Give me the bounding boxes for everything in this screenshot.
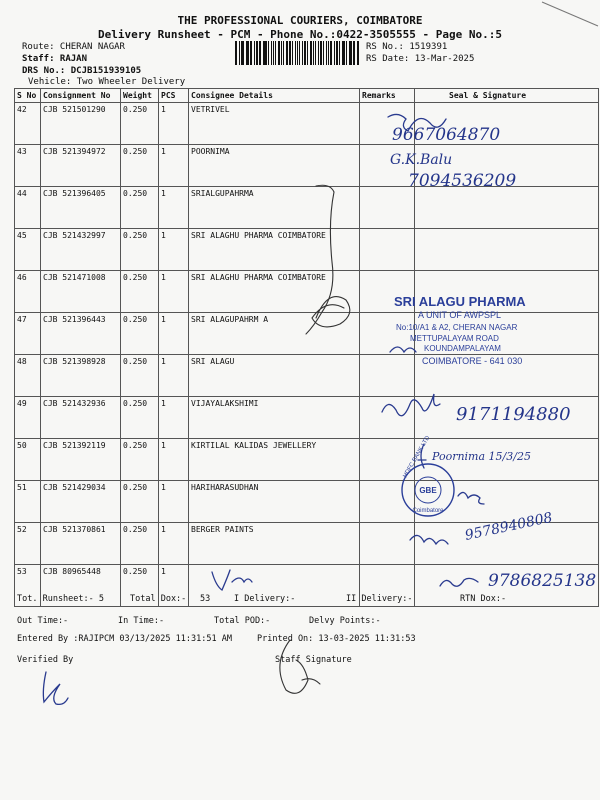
cell-sno: 46: [15, 271, 41, 313]
cell-consignment: CJB 521396405: [41, 187, 121, 229]
cell-consignee: POORNIMA: [189, 145, 360, 187]
ii-delivery: II Delivery:-: [346, 594, 413, 604]
barcode-bar: [342, 41, 343, 65]
table-row: [15, 355, 599, 397]
barcode-bar: [295, 41, 296, 65]
barcode: [235, 41, 360, 65]
company-name: THE PROFESSIONAL COURIERS, COIMBATORE: [177, 14, 423, 27]
cell-weight: 0.250: [121, 397, 159, 439]
cell-weight: 0.250: [121, 103, 159, 145]
cell-consignment: CJB 521432936: [41, 397, 121, 439]
cell-consignment: CJB 80965448: [41, 565, 121, 607]
runsheet-table: [14, 88, 599, 607]
cell-consignment: CJB 521501290: [41, 103, 121, 145]
svg-text:HDFC BANK LTD: HDFC BANK LTD: [402, 435, 432, 479]
handwritten-phone-row43: 7094536209: [408, 171, 517, 191]
cell-seal-signature: [415, 103, 599, 145]
cell-seal-signature: [415, 187, 599, 229]
barcode-bar: [326, 41, 327, 65]
barcode-bar: [264, 41, 267, 65]
svg-text:SRI ALAGU PHARMA: SRI ALAGU PHARMA: [394, 294, 526, 309]
cell-consignment: CJB 521429034: [41, 481, 121, 523]
staff-label: Staff: RAJAN: [22, 54, 88, 64]
barcode-bar: [343, 41, 345, 65]
barcode-bar: [353, 41, 354, 65]
barcode-bar: [297, 41, 299, 65]
cell-sno: 48: [15, 355, 41, 397]
cell-pcs: 1: [159, 397, 189, 439]
cell-sno: 47: [15, 313, 41, 355]
cell-remarks: [360, 313, 415, 355]
cell-sno: 44: [15, 187, 41, 229]
table-row: [15, 439, 599, 481]
cell-remarks: [360, 397, 415, 439]
cell-seal-signature: [415, 355, 599, 397]
barcode-bar: [313, 41, 314, 65]
cell-remarks: [360, 439, 415, 481]
barcode-bar: [271, 41, 272, 65]
barcode-bar: [281, 41, 282, 65]
total-dox-label: Total Dox:-: [130, 594, 187, 604]
cell-sno: 42: [15, 103, 41, 145]
cell-consignee: VIJAYALAKSHIMI: [189, 397, 360, 439]
handwritten-phone-row42: 9667064870: [392, 125, 501, 145]
barcode-bar: [349, 41, 352, 65]
cell-pcs: 1: [159, 481, 189, 523]
barcode-bar: [235, 41, 237, 65]
table-row: [15, 397, 599, 439]
barcode-bar: [286, 41, 289, 65]
barcode-bar: [275, 41, 276, 65]
col-consignment: Consignment No: [41, 89, 121, 103]
cell-pcs: 1: [159, 439, 189, 481]
cell-seal-signature: [415, 271, 599, 313]
barcode-bar: [250, 41, 251, 65]
barcode-bar: [259, 41, 261, 65]
cell-sno: 45: [15, 229, 41, 271]
cell-sno: 43: [15, 145, 41, 187]
cell-sno: 50: [15, 439, 41, 481]
cell-sno: 49: [15, 397, 41, 439]
col-pcs: PCS: [159, 89, 189, 103]
cell-remarks: [360, 271, 415, 313]
cell-weight: 0.250: [121, 523, 159, 565]
svg-text:COIMBATORE - 641 030: COIMBATORE - 641 030: [422, 356, 523, 366]
tot-runsheet: Tot. Runsheet:- 5: [17, 594, 104, 604]
barcode-bar: [242, 41, 244, 65]
col-seal-signature: Seal & Signature: [415, 89, 599, 103]
cell-pcs: 1: [159, 313, 189, 355]
vehicle-label: Vehicle: Two Wheeler Delivery: [28, 77, 186, 87]
cell-pcs: 1: [159, 271, 189, 313]
cell-pcs: 1: [159, 187, 189, 229]
barcode-bar: [241, 41, 242, 65]
table-row: [15, 313, 599, 355]
cell-weight: 0.250: [121, 187, 159, 229]
cell-seal-signature: [415, 229, 599, 271]
table-row: [15, 481, 599, 523]
cell-consignee: BERGER PAINTS: [189, 523, 360, 565]
table-row: [15, 103, 599, 145]
out-time: Out Time:-: [17, 616, 69, 626]
svg-text:Coimbatore: Coimbatore: [412, 508, 444, 514]
table-row: [15, 271, 599, 313]
verified-by: Verified By: [17, 655, 74, 665]
cell-seal-signature: [415, 313, 599, 355]
cell-sno: 52: [15, 523, 41, 565]
barcode-bar: [336, 41, 338, 65]
cell-remarks: [360, 523, 415, 565]
cell-consignment: CJB 521394972: [41, 145, 121, 187]
cell-consignee: SRI ALAGUPAHRM A: [189, 313, 360, 355]
cell-consignee: SRI ALAGHU PHARMA COIMBATORE: [189, 271, 360, 313]
barcode-bar: [357, 41, 359, 65]
cell-sno: 53: [15, 565, 41, 607]
barcode-bar: [268, 41, 269, 65]
barcode-bar: [334, 41, 335, 65]
cell-weight: 0.250: [121, 355, 159, 397]
col-consignee: Consignee Details: [189, 89, 360, 103]
rtn-dox: RTN Dox:-: [460, 594, 507, 604]
printed-on: Printed On: 13-03-2025 11:31:53: [257, 634, 416, 644]
total-dox-value: 53: [200, 594, 211, 604]
svg-text:GBE: GBE: [419, 486, 437, 495]
handwritten-row50: Poornima 15/3/25: [432, 450, 531, 463]
barcode-bar: [354, 41, 355, 65]
svg-text:A UNIT OF AWPSPL: A UNIT OF AWPSPL: [418, 310, 502, 320]
cell-weight: 0.250: [121, 229, 159, 271]
delvy-points: Delvy Points:-: [309, 616, 381, 626]
barcode-bar: [304, 41, 307, 65]
table-row: [15, 187, 599, 229]
cell-pcs: 1: [159, 145, 189, 187]
runsheet-title: Delivery Runsheet - PCM - Phone No.:0422-3505555 - Page No.:5: [98, 28, 502, 41]
barcode-bar: [346, 41, 347, 65]
barcode-bar: [339, 41, 340, 65]
cell-seal-signature: [415, 439, 599, 481]
in-time: In Time:-: [118, 616, 165, 626]
cell-consignment: CJB 521432997: [41, 229, 121, 271]
barcode-bar: [328, 41, 329, 65]
barcode-bar: [278, 41, 280, 65]
cell-remarks: [360, 355, 415, 397]
barcode-bar: [289, 41, 291, 65]
col-remarks: Remarks: [360, 89, 415, 103]
cell-consignment: CJB 521471008: [41, 271, 121, 313]
barcode-bar: [318, 41, 320, 65]
cell-consignee: SRIALGUPAHRMA: [189, 187, 360, 229]
barcode-bar: [273, 41, 275, 65]
i-delivery: I Delivery:-: [234, 594, 296, 604]
cell-weight: 0.250: [121, 271, 159, 313]
barcode-bar: [254, 41, 255, 65]
svg-text:KOUNDAMPALAYAM: KOUNDAMPALAYAM: [424, 344, 501, 353]
cell-consignee: HARIHARASUDHAN: [189, 481, 360, 523]
cell-remarks: [360, 103, 415, 145]
table-row: [15, 145, 599, 187]
svg-text:No:10/A1 & A2, CHERAN NAGAR: No:10/A1 & A2, CHERAN NAGAR: [396, 323, 518, 332]
cell-sno: 51: [15, 481, 41, 523]
staff-signature-label: Staff Signature: [275, 655, 352, 665]
cell-pcs: 1: [159, 229, 189, 271]
barcode-bar: [251, 41, 252, 65]
rs-number: RS No.: 1519391: [366, 42, 448, 52]
barcode-bar: [315, 41, 316, 65]
handwritten-phone-row52: 9578940808: [463, 509, 554, 544]
cell-consignment: CJB 521392119: [41, 439, 121, 481]
barcode-bar: [320, 41, 322, 65]
barcode-bar: [292, 41, 293, 65]
col-sno: S No: [15, 89, 41, 103]
cell-seal-signature: [415, 145, 599, 187]
cell-consignee: KIRTILAL KALIDAS JEWELLERY: [189, 439, 360, 481]
barcode-bar: [283, 41, 284, 65]
entered-by: Entered By :RAJIPCM 03/13/2025 11:31:51 AM: [17, 634, 232, 644]
barcode-bar: [239, 41, 240, 65]
drs-number: DRS No.: DCJB151939105: [22, 66, 142, 76]
cell-seal-signature: [415, 523, 599, 565]
barcode-bar: [299, 41, 300, 65]
table-header-row: [15, 89, 599, 103]
cell-remarks: [360, 229, 415, 271]
cell-consignee: VETRIVEL: [189, 103, 360, 145]
table-row: [15, 523, 599, 565]
cell-seal-signature: [415, 397, 599, 439]
cell-pcs: 1: [159, 355, 189, 397]
cell-seal-signature: [415, 565, 599, 607]
staff-signature: [280, 640, 320, 693]
cell-consignee: SRI ALAGU: [189, 355, 360, 397]
cell-consignment: CJB 521370861: [41, 523, 121, 565]
handwritten-name-row43: G.K.Balu: [390, 152, 453, 168]
barcode-bar: [263, 41, 264, 65]
table-row: [15, 229, 599, 271]
rs-date: RS Date: 13-Mar-2025: [366, 54, 475, 64]
handwritten-phone-row49: 9171194880: [456, 404, 571, 425]
cell-weight: 0.250: [121, 145, 159, 187]
verified-by-signature: [43, 672, 68, 704]
cell-weight: 0.250: [121, 565, 159, 607]
cell-consignment: CJB 521396443: [41, 313, 121, 355]
cell-pcs: 1: [159, 523, 189, 565]
barcode-bar: [246, 41, 249, 65]
barcode-bar: [302, 41, 303, 65]
cell-pcs: 1: [159, 565, 189, 607]
svg-text:METTUPALAYAM ROAD: METTUPALAYAM ROAD: [410, 334, 499, 343]
col-weight: Weight: [121, 89, 159, 103]
barcode-bar: [256, 41, 258, 65]
barcode-bar: [330, 41, 333, 65]
cell-consignment: CJB 521398928: [41, 355, 121, 397]
barcode-bar: [307, 41, 308, 65]
cell-weight: 0.250: [121, 439, 159, 481]
cell-pcs: 1: [159, 103, 189, 145]
handwritten-phone-row53: 9786825138: [488, 571, 597, 591]
total-pod: Total POD:-: [214, 616, 271, 626]
cell-weight: 0.250: [121, 313, 159, 355]
barcode-bar: [323, 41, 324, 65]
route-label: Route: CHERAN NAGAR: [22, 42, 125, 52]
barcode-bar: [310, 41, 312, 65]
cell-remarks: [360, 187, 415, 229]
cell-consignee: SRI ALAGHU PHARMA COIMBATORE: [189, 229, 360, 271]
cell-remarks: [360, 481, 415, 523]
cell-remarks: [360, 145, 415, 187]
cell-weight: 0.250: [121, 481, 159, 523]
cell-seal-signature: [415, 481, 599, 523]
